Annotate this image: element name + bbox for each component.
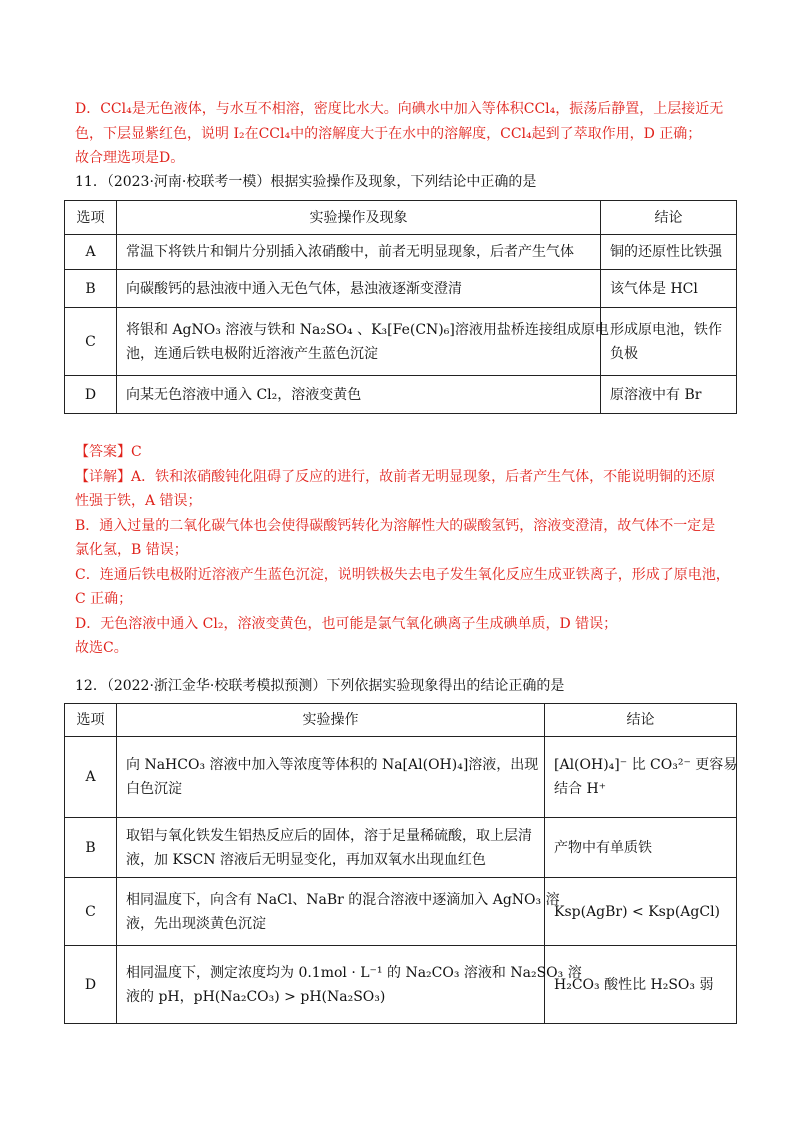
cell-line: 向某无色溶液中通入 Cl₂，溶液变黄色 xyxy=(126,386,362,403)
row-conclusion xyxy=(601,270,737,308)
answer-label: 【答案】C xyxy=(75,444,142,460)
row-operation xyxy=(117,308,609,376)
cell-line: 相同温度下，测定浓度均为 0.1mol · L⁻¹ 的 Na₂CO₃ 溶液和 Na₂SO₃ 溶 xyxy=(126,964,582,981)
cell-line: 产物中有单质铁 xyxy=(554,839,652,856)
header-option: 选项 xyxy=(65,201,117,235)
row-option: B xyxy=(65,270,117,308)
row-operation xyxy=(117,235,601,270)
intro-line: 故合理选项是D。 xyxy=(75,150,185,166)
header-option: 选项 xyxy=(65,704,117,737)
row-conclusion xyxy=(545,737,737,818)
header-operation: 实验操作 xyxy=(117,704,545,737)
row-option: D xyxy=(65,376,117,414)
answer-line: C 正确； xyxy=(75,591,133,607)
table-row xyxy=(65,737,737,818)
answer-line: D．无色溶液中通入 Cl₂，溶液变黄色，也可能是氯气氧化碘离子生成碘单质，D 错误； xyxy=(75,615,618,632)
table-header-row xyxy=(65,201,737,235)
row-option: D xyxy=(65,946,117,1024)
table-row xyxy=(65,376,737,414)
table-row xyxy=(65,270,737,308)
table-header-row xyxy=(65,704,737,737)
question-12-stem xyxy=(75,674,735,699)
answer-line: 性强于铁，A 错误； xyxy=(75,493,202,509)
table-row xyxy=(65,818,737,878)
row-operation xyxy=(117,818,545,878)
row-conclusion xyxy=(601,235,737,270)
answer-11 xyxy=(75,440,735,661)
question-12-stem-text: 12．（2022·浙江金华·校联考模拟预测）下列依据实验现象得出的结论正确的是 xyxy=(75,678,565,694)
cell-line: Ksp(AgBr) < Ksp(AgCl) xyxy=(554,903,721,920)
row-option: C xyxy=(65,308,117,376)
cell-line: 液，加 KSCN 溶液后无明显变化，再加双氧水出现血红色 xyxy=(126,851,486,868)
row-operation xyxy=(117,946,582,1024)
row-option: B xyxy=(65,818,117,878)
cell-line: 铜的还原性比铁强 xyxy=(610,244,722,260)
table-row xyxy=(65,235,737,270)
cell-line: 取铝与氧化铁发生铝热反应后的固体，溶于足量稀硫酸，取上层清 xyxy=(126,827,532,844)
cell-line: 常温下将铁片和铜片分别插入浓硝酸中，前者无明显现象，后者产生气体 xyxy=(126,244,574,260)
cell-line: 将银和 AgNO₃ 溶液与铁和 Na₂SO₄ 、K₃[Fe(CN)₆]溶液用盐桥连接组成原电 xyxy=(126,321,609,338)
row-conclusion xyxy=(545,878,737,946)
row-operation xyxy=(117,737,545,818)
cell-line: 池，连通后铁电极附近溶液产生蓝色沉淀 xyxy=(126,345,378,362)
header-conclusion: 结论 xyxy=(545,704,737,737)
cell-line: 负极 xyxy=(610,345,638,362)
cell-line: H₂CO₃ 酸性比 H₂SO₃ 弱 xyxy=(554,976,714,993)
row-operation xyxy=(117,878,560,946)
row-conclusion xyxy=(601,308,737,376)
row-option: A xyxy=(65,235,117,270)
table-row xyxy=(65,878,737,946)
cell-line: 液的 pH，pH(Na₂CO₃) > pH(Na₂SO₃) xyxy=(126,988,386,1005)
table-row xyxy=(65,308,737,376)
answer-line: B．通入过量的二氧化碳气体也会使得碳酸钙转化为溶解性大的碳酸氢钙，溶液变澄清，故气体不一定是 xyxy=(75,517,716,534)
intro-line: D．CCl₄是无色液体，与水互不相溶，密度比水大。向碘水中加入等体积CCl₄，振荡后静置，上层接近无 xyxy=(75,101,724,117)
question-11-stem-text: 11．（2023·河南·校联考一模）根据实验操作及现象，下列结论中正确的是 xyxy=(75,174,537,190)
cell-line: 向碳酸钙的悬浊液中通入无色气体，悬浊液逐渐变澄清 xyxy=(126,280,462,297)
row-conclusion xyxy=(601,376,737,414)
answer-line: 故选C。 xyxy=(75,640,128,656)
row-conclusion xyxy=(545,946,737,1024)
cell-line: 向 NaHCO₃ 溶液中加入等浓度等体积的 Na[Al(OH)₄]溶液，出现 xyxy=(126,757,539,773)
cell-line: 形成原电池，铁作 xyxy=(610,321,722,338)
answer-line: 氯化氢，B 错误； xyxy=(75,542,188,558)
cell-line: 结合 H⁺ xyxy=(554,781,607,797)
row-operation xyxy=(117,270,601,308)
cell-line: 该气体是 HCl xyxy=(610,280,698,297)
answer-line: C．连通后铁电极附近溶液产生蓝色沉淀，说明铁极失去电子发生氧化反应生成亚铁离子，形成了原电池， xyxy=(75,566,730,583)
intro-line: 色，下层显紫红色，说明 I₂在CCl₄中的溶解度大于在水中的溶解度，CCl₄起到了萃取作用，D 正确； xyxy=(75,125,702,142)
row-conclusion xyxy=(545,818,737,878)
cell-line: 原溶液中有 Br xyxy=(610,386,702,403)
row-operation xyxy=(117,376,601,414)
answer-line: 【详解】A．铁和浓硝酸钝化阻碍了反应的进行，故前者无明显现象，后者产生气体，不能说明铜的还原 xyxy=(75,468,716,485)
question-12-table xyxy=(64,703,737,1024)
cell-line: 液，先出现淡黄色沉淀 xyxy=(126,915,266,932)
intro-explanation xyxy=(75,97,735,171)
header-operation: 实验操作及现象 xyxy=(117,201,601,235)
cell-line: 相同温度下，向含有 NaCl、NaBr 的混合溶液中逐滴加入 AgNO₃ 溶 xyxy=(126,891,560,908)
header-conclusion: 结论 xyxy=(601,201,737,235)
question-11-table xyxy=(64,200,737,414)
question-11-stem xyxy=(75,170,735,195)
table-row xyxy=(65,946,737,1024)
cell-line: 白色沉淀 xyxy=(126,781,182,797)
row-option: A xyxy=(65,737,117,818)
cell-line: [Al(OH)₄]⁻ 比 CO₃²⁻ 更容易 xyxy=(554,757,738,773)
row-option: C xyxy=(65,878,117,946)
